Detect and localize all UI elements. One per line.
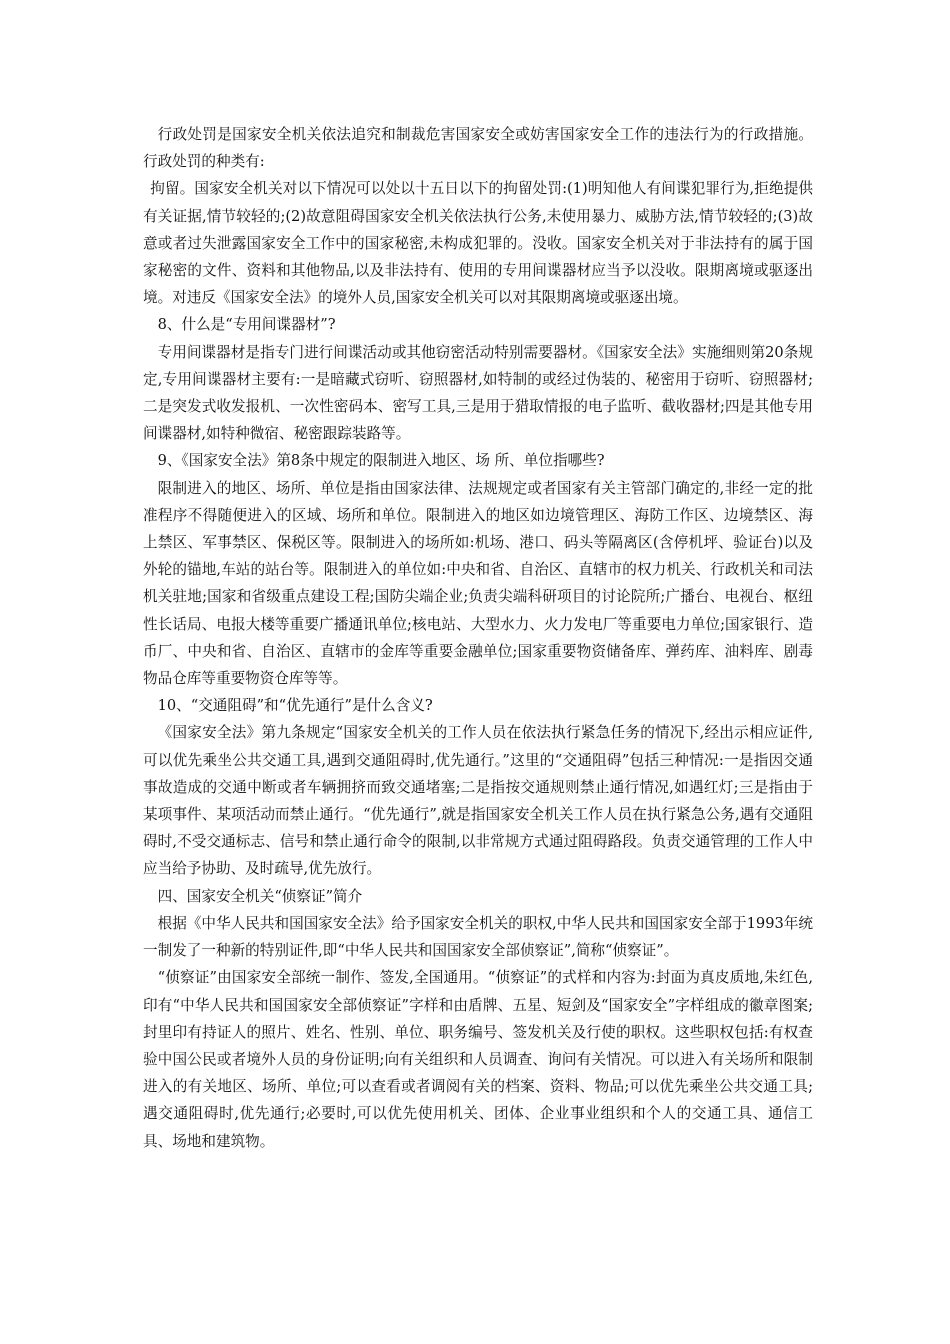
heading-question-10: 10、“交通阻碍”和“优先通行”是什么含义?	[157, 697, 433, 715]
paragraph-restricted-areas: 限制进入的地区、场所、单位是指由国家法律、法规规定或者国家有关主管部门确定的,非经一定的批准程序不得随便进入的区域、场所和单位。限制进入的地区如边境管理区、海防工作区、边境禁区、海上禁区、军事禁区、保税区等。限制进入的场所如:机场、港口、码头等隔离区(含停机坪、验证台)以及外轮的锚地,车站的站台等。限制进入的单位如:中央和省、自治区、直辖市的权力机关、行政机关和司法机关驻地;国家和省级重点建设工程;国防尖端企业;负责尖端科研项目的讨论院所;广播台、电视台、枢纽性长话局、电报大楼等重要广播通讯单位;核电站、大型水力、火力发电厂等重要电力单位;国家银行、造币厂、中央和省、自治区、直辖市的金库等重要金融单位;国家重要物资储备库、弹药库、油料库、剧毒物品仓库等重要物资仓库等等。	[143, 479, 813, 688]
heading-question-8: 8、什么是“专用间谍器材”?	[157, 316, 336, 334]
paragraph-traffic-priority: 《国家安全法》第九条规定“国家安全机关的工作人员在依法执行紧急任务的情况下,经出示相应证件,可以优先乘坐公共交通工具,遇到交通阻碍时,优先通行。”这里的“交通阻碍”包括三种情况:一是指因交通事故造成的交通中断或者车辆拥挤而致交通堵塞;二是指按交通规则禁止通行情况,如遇红灯;三是指由于某项事件、某项活动而禁止通行。“优先通行”,就是指国家安全机关工作人员在执行紧急公务,遇有交通阻碍时,不受交通标志、信号和禁止通行命令的限制,以非常规方式通过阻碍路段。负责交通管理的工作人中应当给予协助、及时疏导,优先放行。	[143, 724, 813, 878]
paragraph-certificate-details: “侦察证”由国家安全部统一制作、签发,全国通用。“侦察证”的式样和内容为:封面为真皮质地,朱红色,印有“中华人民共和国国家安全部侦察证”字样和由盾牌、五星、短剑及“国家安全”字样组成的徽章图案;封里印有持证人的照片、姓名、性别、单位、职务编号、签发机关及行使的职权。这些职权包括:有权查验中国公民或者境外人员的身份证明;向有关组织和人员调查、询问有关情况。可以进入有关场所和限制进入的有关地区、场所、单位;可以查看或者调阅有关的档案、资料、物品;可以优先乘坐公共交通工具;遇交通阻碍时,优先通行;必要时,可以优先使用机关、团体、企业事业组织和个人的交通工具、通信工具、场地和建筑物。	[143, 969, 813, 1150]
heading-question-9: 9、《国家安全法》第8条中规定的限制进入地区、场 所、单位指哪些?	[157, 452, 605, 470]
heading-section-4: 四、国家安全机关“侦察证”简介	[157, 887, 363, 905]
paragraph-penalty-types: 拘留。国家安全机关对以下情况可以处以十五日以下的拘留处罚:(1)明知他人有间谍犯罪行为,拒绝提供有关证据,情节较轻的;(2)故意阻碍国家安全机关依法执行公务,未使用暴力、威胁方法,情节较轻的;(3)故意或者过失泄露国家安全工作中的国家秘密,未构成犯罪的。没收。国家安全机关对于非法持有的属于国家秘密的文件、资料和其他物品,以及非法持有、使用的专用间谍器材应当予以没收。限期离境或驱逐出境。对违反《国家安全法》的境外人员,国家安全机关可以对其限期离境或驱逐出境。	[143, 180, 813, 307]
paragraph-administrative-penalty: 行政处罚是国家安全机关依法追究和制裁危害国家安全或妨害国家安全工作的违法行为的行政措施。行政处罚的种类有:	[143, 126, 813, 171]
document-page	[143, 121, 813, 1155]
paragraph-certificate-origin: 根据《中华人民共和国国家安全法》给予国家安全机关的职权,中华人民共和国国家安全部于1993年统一制发了一种新的特别证件,即“中华人民共和国国家安全部侦察证”,简称“侦察证”。	[143, 914, 813, 960]
paragraph-spy-equipment: 专用间谍器材是指专门进行间谍活动或其他窃密活动特别需要器材。《国家安全法》实施细则第20条规定,专用间谍器材主要有:一是暗藏式窃听、窃照器材,如特制的或经过伪装的、秘密用于窃听、窃照器材;二是突发式收发报机、一次性密码本、密写工具,三是用于猎取情报的电子监听、截收器材;四是其他专用间谍器材,如特种微宿、秘密跟踪装路等。	[143, 343, 813, 443]
